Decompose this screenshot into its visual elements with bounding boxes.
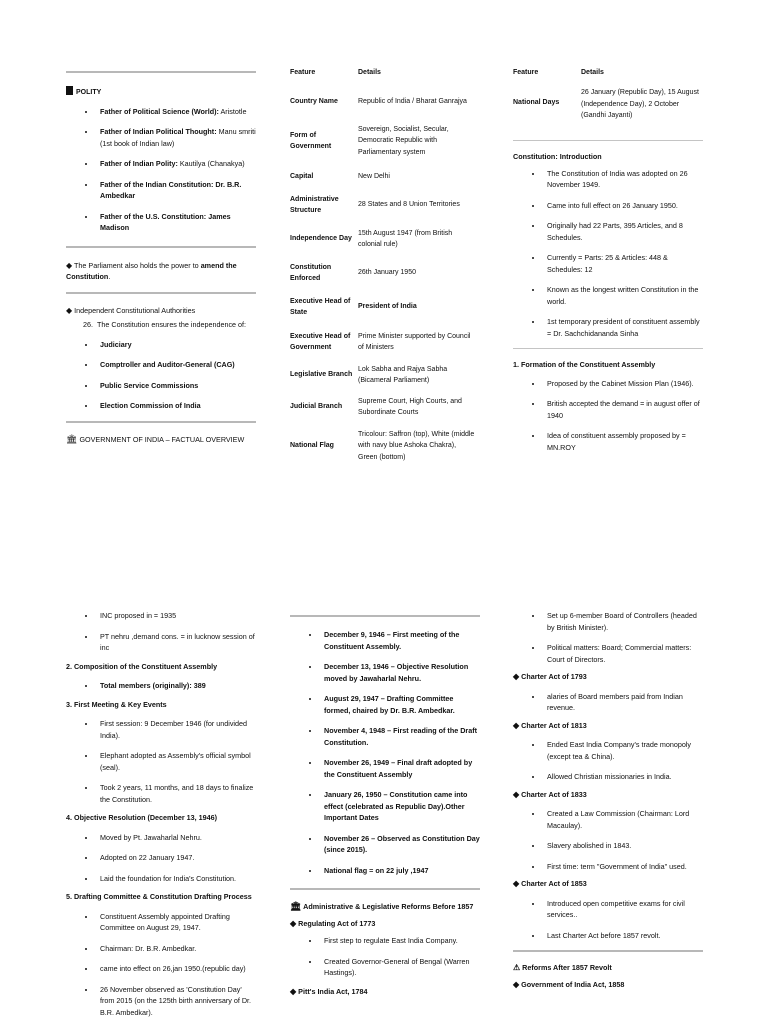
list-item: • Set up 6-member Board of Controllers (headed by British Minister). <box>543 610 703 633</box>
objective-resolution-list <box>66 832 256 885</box>
list-item: • Judiciary <box>96 339 256 351</box>
list-item: • First session: 9 December 1946 (for undivided India). <box>96 718 256 741</box>
list-item: • Comptroller and Auditor-General (CAG) <box>96 359 256 371</box>
list-item: • Ended East India Company's trade monopoly (except tea & China). <box>543 739 703 762</box>
charter-1833-list <box>513 808 703 872</box>
charter-1833-heading: ◆ Charter Act of 1833 <box>513 789 587 799</box>
diamond-icon: ◆ <box>66 260 73 270</box>
divider <box>66 71 256 73</box>
government-building-icon: 🏛 <box>66 433 78 444</box>
list-item: • National flag = on 22 july ,1947 <box>320 865 480 877</box>
charter-1853-heading: ◆ Charter Act of 1853 <box>513 879 587 888</box>
table-row: Executive Head of State President of India <box>290 297 417 316</box>
list-item: • INC proposed in = 1935 <box>96 610 256 622</box>
timeline-list <box>290 629 480 876</box>
board-list <box>513 610 703 665</box>
constituent-assembly-column <box>66 610 256 1027</box>
list-item: • 1st temporary president of constituent assembly = Dr. Sachchidananda Sinha <box>543 316 703 339</box>
list-item: • Allowed Christian missionaries in India. <box>543 771 703 783</box>
charter-1813-list <box>513 739 703 783</box>
divider <box>66 421 256 423</box>
drafting-list <box>66 911 256 1019</box>
book-icon <box>66 86 73 95</box>
table-row: Capital New Delhi <box>290 173 390 181</box>
divider <box>290 888 480 890</box>
divider <box>66 292 256 294</box>
diamond-icon: ◆ <box>513 720 520 730</box>
drafting-heading: 5. Drafting Committee & Constitution Drafting Process <box>66 892 252 901</box>
list-item: • Came into full effect on 26 January 1950. <box>543 200 703 212</box>
list-item: • Adopted on 22 January 1947. <box>96 852 256 864</box>
table-row: Legislative Branch Lok Sabha and Rajya Sabha (Bicameral Parliament) <box>290 365 448 384</box>
list-item: • December 9, 1946 – First meeting of the Constituent Assembly. <box>320 629 480 652</box>
goi-heading: 🏛 GOVERNMENT OF INDIA – FACTUAL OVERVIEW <box>66 433 245 444</box>
list-item: • Idea of constituent assembly proposed by = MN.ROY <box>543 430 703 453</box>
composition-list <box>66 680 256 692</box>
list-item: • Father of Indian Polity: Kautilya (Chanakya) <box>96 158 256 170</box>
list-item: • Currently = Parts: 25 & Articles: 448 & Schedules: 12 <box>543 252 703 275</box>
list-item: • November 4, 1948 – First reading of the Draft Constitution. <box>320 725 480 748</box>
after-1857-heading: ⚠ Reforms After 1857 Revolt <box>513 963 612 972</box>
divider <box>513 950 703 952</box>
list-item: • alaries of Board members paid from Indian revenue. <box>543 691 703 714</box>
table-row: Independence Day 15th August 1947 (from British colonial rule) <box>290 229 453 248</box>
inc-list <box>66 610 256 654</box>
list-item: • The Constitution of India was adopted on 26 November 1949. <box>543 168 703 191</box>
list-item: • Slavery abolished in 1843. <box>543 840 703 852</box>
list-item: • August 29, 1947 – Drafting Committee formed, chaired by Dr. B.R. Ambedkar. <box>320 693 480 716</box>
table-row: National Days 26 January (Republic Day), 15 August (Independence Day), 2 October (Gandhi Jayanti) <box>513 89 699 119</box>
charter-1813-heading: ◆ Charter Act of 1813 <box>513 720 587 730</box>
list-item: • First time: term "Government of India" used. <box>543 861 703 873</box>
list-item: • Father of Political Science (World): Aristotle <box>96 106 256 118</box>
list-item: • Election Commission of India <box>96 400 256 412</box>
diamond-icon: ◆ <box>513 672 520 681</box>
list-item: • November 26, 1949 – Final draft adopted by the Constituent Assembly <box>320 757 480 780</box>
regulating-act-list <box>290 935 480 979</box>
list-item: • came into effect on 26,jan 1950.(republic day) <box>96 963 256 975</box>
list-item: • Originally had 22 Parts, 395 Articles, and 8 Schedules. <box>543 220 703 243</box>
ica-intro: 26. The Constitution ensures the independence of: <box>83 320 247 329</box>
table-row: Executive Head of Government Prime Minister supported by Council of Ministers <box>290 332 471 351</box>
table-header: Feature Details <box>290 69 381 76</box>
reforms-heading: 🏛 Administrative & Legislative Reforms Before 1857 <box>290 901 474 911</box>
list-item: • Public Service Commissions <box>96 380 256 392</box>
charter-1793-heading: ◆ Charter Act of 1793 <box>513 672 587 681</box>
charter-1853-list <box>513 898 703 942</box>
formation-heading: 1. Formation of the Constituent Assembly <box>513 360 656 369</box>
diamond-icon: ◆ <box>513 879 520 888</box>
list-item: • Created a Law Commission (Chairman: Lord Macaulay). <box>543 808 703 831</box>
list-item: • November 26 – Observed as Constitution Day (since 2015). <box>320 833 480 856</box>
regulating-act-heading: ◆ Regulating Act of 1773 <box>290 918 376 928</box>
goi-act-1858-heading: ◆ Government of India Act, 1858 <box>513 979 625 989</box>
list-item: • Proposed by the Cabinet Mission Plan (1946). <box>543 378 703 390</box>
table-row: National Flag Tricolour: Saffron (top), White (middle with navy blue Ashoka Chakra), Green (bottom) <box>290 430 475 461</box>
ica-list <box>66 339 256 412</box>
first-meeting-list <box>66 718 256 805</box>
list-item: • December 13, 1946 – Objective Resolution moved by Jawaharlal Nehru. <box>320 661 480 684</box>
table-row: Country Name Republic of India / Bharat Ganrajya <box>290 98 467 106</box>
intro-heading: Constitution: Introduction <box>513 152 602 161</box>
charter-1793-list <box>513 691 703 714</box>
diamond-icon: ◆ <box>66 305 73 315</box>
table-header: Feature Details <box>513 69 604 76</box>
list-item: • Introduced open competitive exams for civil services.. <box>543 898 703 921</box>
constitution-intro-column <box>513 140 703 462</box>
list-item: • First step to regulate East India Company. <box>320 935 480 947</box>
diamond-icon: ◆ <box>513 789 520 799</box>
polity-column <box>66 71 256 445</box>
list-item: • PT nehru ,demand cons. = in lucknow session of inc <box>96 631 256 654</box>
list-item: • Known as the longest written Constitution in the world. <box>543 284 703 307</box>
list-item: • Constituent Assembly appointed Drafting Committee on August 29, 1947. <box>96 911 256 934</box>
table-row: Judicial Branch Supreme Court, High Courts, and Subordinate Courts <box>290 397 462 416</box>
divider <box>66 246 256 248</box>
intro-list <box>513 168 703 340</box>
government-overview-table <box>290 67 480 469</box>
formation-list <box>513 378 703 454</box>
warning-icon: ⚠ <box>513 963 521 972</box>
national-days-table <box>513 67 703 122</box>
composition-heading: 2. Composition of the Constituent Assembly <box>66 661 218 671</box>
list-item: • Total members (originally): 389 <box>96 680 256 692</box>
list-item: • January 26, 1950 – Constitution came into effect (celebrated as Republic Day).Other Important Dates <box>320 789 480 824</box>
diamond-icon: ◆ <box>513 979 520 989</box>
diamond-icon: ◆ <box>290 986 297 996</box>
table-row: Form of Government Sovereign, Socialist, Secular, Democratic Republic with Parliamentary system <box>290 125 449 156</box>
polity-list <box>66 106 256 234</box>
pitts-act-heading: ◆ Pitt's India Act, 1784 <box>290 986 368 996</box>
list-item: • Took 2 years, 11 months, and 18 days to finalize the Constitution. <box>96 782 256 805</box>
charter-acts-column <box>513 610 703 990</box>
timeline-column <box>290 615 480 997</box>
diamond-icon: ◆ <box>290 918 297 928</box>
list-item: • Created Governor-General of Bengal (Warren Hastings). <box>320 956 480 979</box>
list-item: • Father of the U.S. Constitution: James Madison <box>96 211 256 234</box>
list-item: • British accepted the demand = in august offer of 1940 <box>543 398 703 421</box>
list-item: • Moved by Pt. Jawaharlal Nehru. <box>96 832 256 844</box>
polity-heading: POLITY <box>66 86 256 99</box>
divider <box>513 348 703 349</box>
list-item: • Laid the foundation for India's Constitution. <box>96 873 256 885</box>
table-row: Constitution Enforced 26th January 1950 <box>290 263 416 282</box>
divider <box>513 140 703 141</box>
list-item: • Chairman: Dr. B.R. Ambedkar. <box>96 943 256 955</box>
divider <box>290 615 480 617</box>
list-item: • 26 November observed as 'Constitution Day' from 2015 (on the 125th birth anniversary of Dr. B.R. Ambedkar). <box>96 984 256 1019</box>
government-building-icon: 🏛 <box>290 901 302 911</box>
first-meeting-heading: 3. First Meeting & Key Events <box>66 699 167 709</box>
table-row: Administrative Structure 28 States and 8 Union Territories <box>290 195 460 214</box>
list-item: • Political matters: Board; Commercial matters: Court of Directors. <box>543 642 703 665</box>
ica-heading: ◆ Independent Constitutional Authorities <box>66 305 196 315</box>
list-item: • Elephant adopted as Assembly's official symbol (seal). <box>96 750 256 773</box>
parliament-note: ◆ The Parliament also holds the power to amend the Constitution. <box>66 260 237 281</box>
objective-resolution-heading: 4. Objective Resolution (December 13, 1946) <box>66 813 217 822</box>
list-item: • Father of Indian Political Thought: Manu smriti (1st book of Indian law) <box>96 126 256 149</box>
list-item: • Last Charter Act before 1857 revolt. <box>543 930 703 942</box>
list-item: • Father of the Indian Constitution: Dr. B.R. Ambedkar <box>96 179 256 202</box>
